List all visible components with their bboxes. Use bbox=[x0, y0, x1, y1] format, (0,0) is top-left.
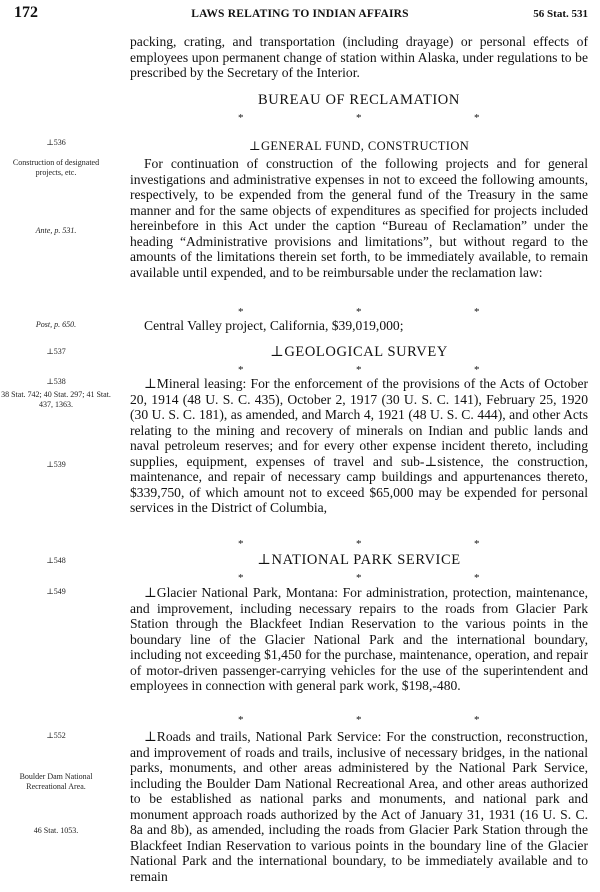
star: * bbox=[356, 364, 362, 376]
geological-paragraph: ⊥Mineral leasing: For the enforcement of the provisions of the Acts of October 20, 1914 (48 U. S. C. 435), October 2, 1917 (30 U. S. C. 141), February 25, 1920 (30 U. S. C. 181), as amended, and March 4, 1921 (48 U. S. C. 444), and other Acts relating to the mining and recovery of minerals on Indian and public lands and naval petroleum reserves; and for every other expense incident thereto, including supplies, equipment, expenses of travel and sub-⊥sistence, the construction, maintenance, and repair of necessary camp buildings and appurtenances thereto, $339,750, of which amount not to exceed $65,000 may be expended for personal services in the District of Columbia, bbox=[130, 376, 588, 515]
margin-note-ante: Ante, p. 531. bbox=[35, 226, 77, 235]
roads-paragraph: ⊥Roads and trails, National Park Service: For the construction, reconstruction, and improvement of roads and trails, inclusive of necessary bridges, in the national parks, monuments, and other areas administered by the National Park Service, including the Boulder Dam National Recreational Area, and other areas authorized to be established as national parks and monuments, and national park and monument approach roads authorized by the Act of January 31, 1931 (16 U. S. C. 8a and 8b), as amended, including the roads from Glacier Park Station through the Blackfeet Indian Reservation to various points in the boundary line of the Glacier National Park and the international boundary, to be immediately available and to remain bbox=[130, 729, 588, 884]
sub-heading-general-fund: ⊥GENERAL FUND, CONSTRUCTION bbox=[248, 139, 470, 153]
separator-stars bbox=[130, 572, 588, 584]
star: * bbox=[356, 572, 362, 584]
star: * bbox=[474, 714, 480, 726]
page-number: 172 bbox=[14, 4, 38, 21]
margin-note-refs: 38 Stat. 742; 40 Stat. 297; 41 Stat. 437, 1363. bbox=[1, 390, 111, 409]
section-heading-geological: ⊥GEOLOGICAL SURVEY bbox=[270, 344, 448, 360]
star: * bbox=[238, 364, 244, 376]
margin-mark: ⊥552 bbox=[46, 731, 66, 740]
star: * bbox=[356, 714, 362, 726]
star: * bbox=[474, 572, 480, 584]
star: * bbox=[238, 112, 244, 124]
margin-mark: ⊥548 bbox=[46, 556, 66, 565]
margin-mark: ⊥538 bbox=[46, 377, 66, 386]
separator-stars bbox=[130, 306, 588, 318]
star: * bbox=[474, 538, 480, 550]
star: * bbox=[474, 364, 480, 376]
margin-note-construction: Construction of designated projects, etc. bbox=[12, 158, 100, 177]
star: * bbox=[238, 306, 244, 318]
statute-reference: 56 Stat. 531 bbox=[533, 8, 588, 20]
margin-mark: ⊥539 bbox=[46, 460, 66, 469]
margin-mark: ⊥549 bbox=[46, 587, 66, 596]
separator-stars bbox=[130, 112, 588, 124]
margin-note-boulder: Boulder Dam National Recreational Area. bbox=[19, 772, 93, 791]
star: * bbox=[356, 112, 362, 124]
running-title: LAWS RELATING TO INDIAN AFFAIRS bbox=[191, 8, 409, 20]
star: * bbox=[474, 112, 480, 124]
margin-mark: ⊥536 bbox=[46, 138, 66, 147]
star: * bbox=[238, 714, 244, 726]
star: * bbox=[356, 306, 362, 318]
section-heading-national-park: ⊥NATIONAL PARK SERVICE bbox=[257, 552, 461, 568]
separator-stars bbox=[130, 364, 588, 376]
margin-note-post: Post, p. 650. bbox=[35, 320, 77, 329]
star: * bbox=[238, 538, 244, 550]
star: * bbox=[356, 538, 362, 550]
star: * bbox=[474, 306, 480, 318]
separator-stars bbox=[130, 714, 588, 726]
glacier-paragraph: ⊥Glacier National Park, Montana: For administration, protection, maintenance, and improvement, including necessary repairs to the roads from Glacier Park Station through the Blackfeet Indian Reservation to the various points in the boundary line of the Glacier National Park and the international boundary, including not exceeding $1,450 for the purchase, maintenance, operation, and repair of motor-driven passenger-carrying vehicles for the use of the superintendent and employees in connection with general park work, $198,-480. bbox=[130, 585, 588, 693]
section-heading-reclamation: BUREAU OF RECLAMATION bbox=[258, 92, 460, 108]
project-line: Central Valley project, California, $39,019,000; bbox=[144, 318, 404, 333]
separator-stars bbox=[130, 538, 588, 550]
continuation-paragraph: packing, crating, and transportation (including drayage) or personal effects of employees upon permanent change of station within Alaska, under regulations to be prescribed by the Secretary of the Interior. bbox=[130, 34, 588, 80]
margin-mark: ⊥537 bbox=[46, 347, 66, 356]
margin-note-stat: 46 Stat. 1053. bbox=[33, 826, 79, 835]
reclamation-paragraph: For continuation of construction of the following projects and for general investigations and administrative expenses in not to exceed the following amounts, respectively, to be expended from the general fund of the Treasury in the same manner and for the same objects of expenditures as specified for projects included hereinbefore in this Act under the caption “Bureau of Reclamation” under the heading “Administrative provisions and limitations”, but without regard to the amounts of the limitations therein set forth, to be immediately available, to remain available until expended, and to be reimbursable under the reclamation law: bbox=[130, 156, 588, 280]
star: * bbox=[238, 572, 244, 584]
